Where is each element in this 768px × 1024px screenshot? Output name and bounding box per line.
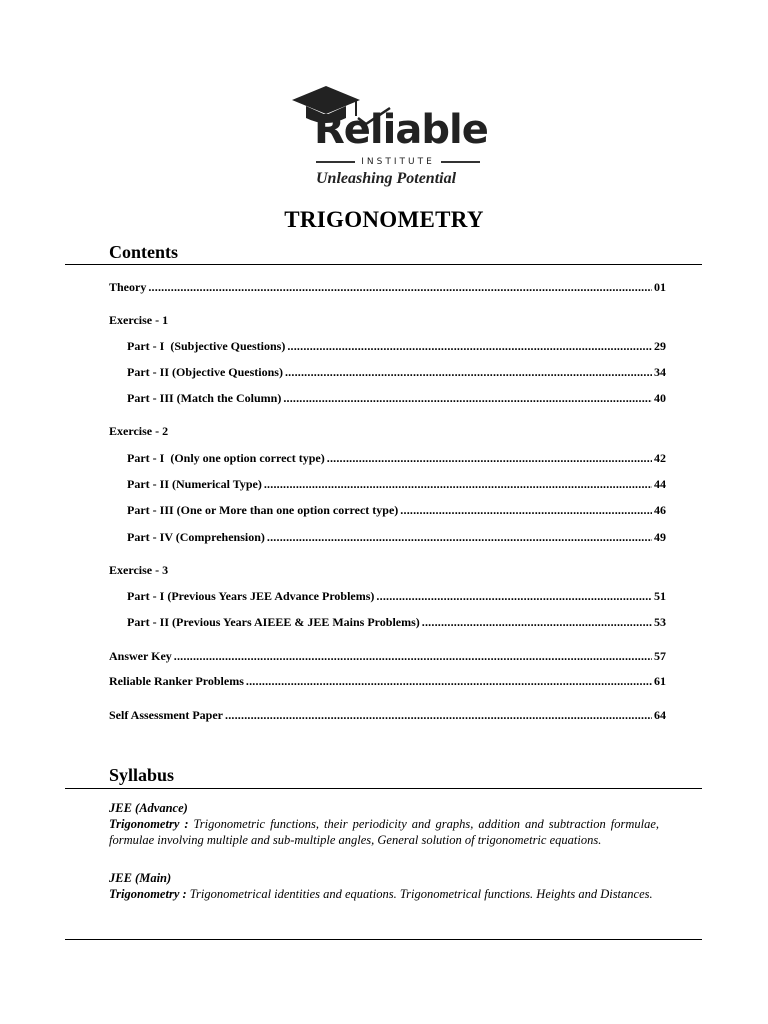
syllabus-main-exam: JEE (Main) xyxy=(109,871,172,885)
contents-heading: Contents xyxy=(109,242,179,262)
syllabus-advance-text: Trigonometric functions, their periodicity and graphs, addition and subtraction formulae, formulae involving multiple and sub-multiple angles, General solution of trigonometric equations. xyxy=(109,817,659,847)
toc-ex1-part-1[interactable] xyxy=(127,339,666,353)
toc-label: Reliable Ranker Problems xyxy=(109,674,244,688)
logo-institute-line xyxy=(316,157,480,167)
syllabus-main xyxy=(109,870,659,902)
syllabus-advance xyxy=(109,800,659,848)
toc-exercise-1: Exercise - 1 xyxy=(109,313,169,327)
toc-leader xyxy=(148,280,652,294)
toc-page: 49 xyxy=(654,530,666,544)
toc-page: 40 xyxy=(654,391,666,405)
toc-page: 29 xyxy=(654,339,666,353)
toc-label: Part - I (Previous Years JEE Advance Problems) xyxy=(127,589,375,603)
toc-label: Part - I (Subjective Questions) xyxy=(127,339,286,353)
toc-ex1-part-2[interactable] xyxy=(127,365,666,379)
toc-ex1-part-3[interactable] xyxy=(127,391,666,405)
syllabus-divider xyxy=(65,788,702,789)
page-title: TRIGONOMETRY xyxy=(284,207,484,232)
toc-answer-key[interactable] xyxy=(109,649,666,663)
toc-leader xyxy=(174,649,652,663)
toc-leader xyxy=(400,503,652,517)
toc-theory[interactable] xyxy=(109,280,666,294)
toc-self-assessment[interactable] xyxy=(109,708,666,722)
syllabus-heading: Syllabus xyxy=(109,765,175,785)
toc-page: 46 xyxy=(654,503,666,517)
footer-divider xyxy=(65,939,702,940)
toc-ex2-part-3[interactable] xyxy=(127,503,666,517)
toc-label: Part - III (One or More than one option correct type) xyxy=(127,503,399,517)
toc-ex3-part-1[interactable] xyxy=(127,589,666,603)
toc-leader xyxy=(422,615,652,629)
syllabus-advance-exam: JEE (Advance) xyxy=(109,801,188,815)
toc-reliable-ranker[interactable] xyxy=(109,674,666,688)
toc-label: Part - II (Previous Years AIEEE & JEE Mains Problems) xyxy=(127,615,420,629)
toc-label: Theory xyxy=(109,280,147,294)
syllabus-advance-topic: Trigonometry : xyxy=(109,817,189,831)
toc-exercise-3: Exercise - 3 xyxy=(109,563,169,577)
toc-ex2-part-2[interactable] xyxy=(127,477,666,491)
toc-leader xyxy=(285,365,652,379)
toc-leader xyxy=(376,589,652,603)
toc-page: 34 xyxy=(654,365,666,379)
toc-page: 53 xyxy=(654,615,666,629)
toc-page: 61 xyxy=(654,674,666,688)
toc-label: Part - IV (Comprehension) xyxy=(127,530,265,544)
syllabus-main-text: Trigonometrical identities and equations. Trigonometrical functions. Heights and Distances. xyxy=(189,887,653,901)
toc-leader xyxy=(246,674,652,688)
toc-page: 01 xyxy=(654,280,666,294)
toc-ex2-part-1[interactable] xyxy=(127,451,666,465)
toc-leader xyxy=(225,708,652,722)
reliable-logo xyxy=(288,82,488,192)
logo-institute-text: INSTITUTE xyxy=(361,157,435,167)
syllabus-main-topic: Trigonometry : xyxy=(109,887,187,901)
toc-label: Part - I (Only one option correct type) xyxy=(127,451,325,465)
logo-brand-name: Reliable xyxy=(314,107,488,153)
toc-exercise-2: Exercise - 2 xyxy=(109,424,169,438)
toc-page: 57 xyxy=(654,649,666,663)
toc-label: Part - II (Numerical Type) xyxy=(127,477,262,491)
toc-page: 64 xyxy=(654,708,666,722)
toc-label: Part - III (Match the Column) xyxy=(127,391,282,405)
toc-leader xyxy=(283,391,652,405)
toc-leader xyxy=(287,339,652,353)
toc-label: Part - II (Objective Questions) xyxy=(127,365,283,379)
toc-page: 42 xyxy=(654,451,666,465)
toc-ex3-part-2[interactable] xyxy=(127,615,666,629)
toc-label: Answer Key xyxy=(109,649,172,663)
toc-leader xyxy=(327,451,652,465)
toc-ex2-part-4[interactable] xyxy=(127,530,666,544)
toc-page: 51 xyxy=(654,589,666,603)
contents-divider xyxy=(65,264,702,265)
toc-page: 44 xyxy=(654,477,666,491)
logo-tagline: Unleashing Potential xyxy=(316,170,457,187)
toc-leader xyxy=(267,530,652,544)
toc-leader xyxy=(264,477,652,491)
toc-label: Self Assessment Paper xyxy=(109,708,223,722)
